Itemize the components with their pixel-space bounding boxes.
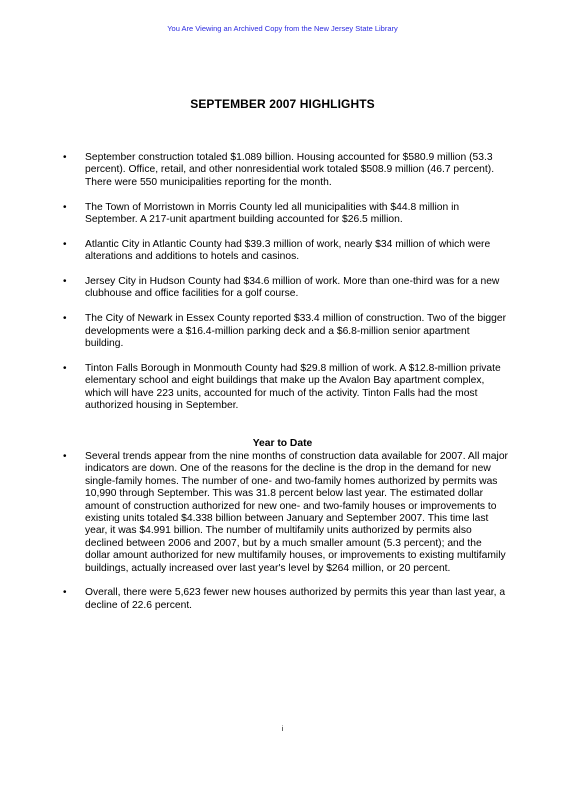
page-number: i	[281, 726, 284, 733]
item-text: The City of Newark in Essex County reported $33.4 million of construction. Two of the bigger developments were a $16.4-million parking deck and a $6.8-million senior apartment building.	[85, 313, 507, 350]
item-text: September construction totaled $1.089 billion. Housing accounted for $580.9 million (53.3 percent). Office, retail, and other nonresidential work totaled $508.9 million (46.7 percent). There were 550 municipalities reporting for the month.	[85, 152, 495, 188]
bullet-icon: •	[63, 451, 67, 462]
bullet-icon: •	[63, 276, 67, 288]
list-item	[63, 239, 508, 264]
bullet-icon: •	[63, 238, 67, 250]
list-item	[63, 202, 508, 227]
list-item	[63, 363, 508, 413]
item-text: Several trends appear from the nine months of construction data available for 2007. All major indicators are down. One of the reasons for the decline is the drop in the demand for new single-family homes. The number of one- and two-family homes authorized by permits was 10,990 through September. This was 31.8 percent below last year. The estimated dollar amount of construction authorized for new one- and two-family houses or improvements to existing units totaled $4.338 billion between January and September 2007. This time last year, it was $4.991 billion. The number of multifamily units authorized by permits also declined between 2006 and 2007, but by a much smaller amount (5.3 percent); and the dollar amount authorized for new multifamily houses, or improvements to existing multifamily buildings, actually increased over last year's level by $264 million, or 20 percent.	[85, 451, 508, 574]
list-item	[63, 451, 508, 575]
item-text: Jersey City in Hudson County had $34.6 million of work. More than one-third was for a new clubhouse and office facilities for a golf course.	[85, 276, 500, 300]
item-text: Atlantic City in Atlantic County had $39.3 million of work, nearly $34 million of which were alterations and additions to hotels and casinos.	[85, 238, 491, 263]
list-item	[63, 276, 508, 301]
list-item	[63, 152, 508, 189]
page-title: SEPTEMBER 2007 HIGHLIGHTS	[190, 97, 375, 111]
bullet-icon: •	[63, 152, 67, 163]
highlights-list	[63, 152, 508, 425]
item-text: Overall, there were 5,623 fewer new houses authorized by permits this year than last year, a decline of 22.6 percent.	[85, 587, 506, 611]
item-text: Tinton Falls Borough in Monmouth County had $29.8 million of work. A $12.8-million private elementary school and eight buildings that make up the Avalon Bay apartment complex, which will have 223 units, accounted for much of the activity. Tinton Falls had the most authorized housing in September.	[85, 362, 501, 412]
bullet-icon: •	[63, 362, 67, 374]
bullet-icon: •	[63, 587, 67, 599]
list-item	[63, 587, 508, 612]
bullet-icon: •	[63, 313, 67, 325]
year-to-date-heading: Year to Date	[252, 438, 313, 449]
year-to-date-list	[63, 451, 508, 625]
archive-banner: You Are Viewing an Archived Copy from the New Jersey State Library	[167, 24, 398, 33]
item-text: The Town of Morristown in Morris County led all municipalities with $44.8 million in September. A 217-unit apartment building accounted for $26.5 million.	[85, 201, 460, 226]
bullet-icon: •	[63, 201, 67, 213]
list-item	[63, 313, 508, 350]
